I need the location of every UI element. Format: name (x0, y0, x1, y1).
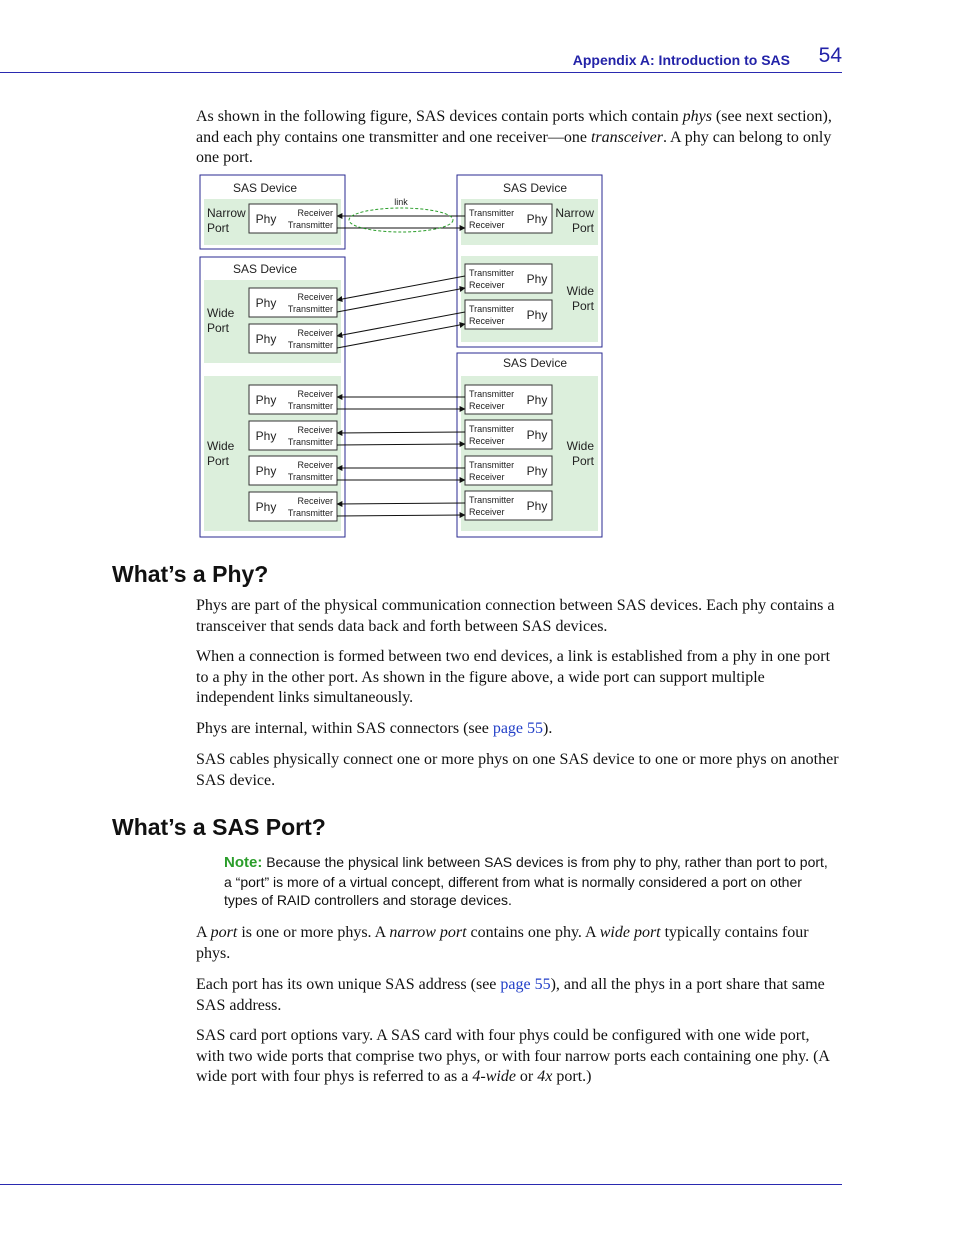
transmitter-label: Transmitter (287, 220, 333, 230)
phy-label: Phy (255, 332, 277, 346)
port-label: Port (207, 454, 230, 468)
transmitter-label: Transmitter (469, 495, 515, 505)
phy-label: Phy (526, 308, 548, 322)
transmitter-label: Transmitter (287, 340, 333, 350)
link-arrow (337, 503, 465, 504)
sas-device-label: SAS Device (232, 262, 298, 276)
receiver-label: Receiver (297, 460, 333, 470)
page-55-link-2[interactable]: page 55 (500, 976, 551, 993)
receiver-label: Receiver (469, 316, 505, 326)
receiver-label: Receiver (469, 280, 505, 290)
receiver-label: Receiver (297, 425, 333, 435)
port-label: Port (207, 221, 230, 235)
sas-device-label: SAS Device (232, 181, 298, 195)
port-paragraph-1: A port is one or more phys. A narrow port contains one phy. A wide port typically contains four phys. (196, 924, 809, 962)
heading-whats-a-phy: What’s a Phy? (112, 561, 269, 587)
port-type-label: Wide (566, 439, 594, 453)
phy-paragraph-4: SAS cables physically connect one or more phys on one SAS device to one or more phys on another SAS device. (196, 751, 839, 789)
transmitter-label: Transmitter (287, 472, 333, 482)
phy-label: Phy (255, 500, 277, 514)
port-paragraph-2: Each port has its own unique SAS address (see page 55), and all the phys in a port share that same SAS address. (196, 976, 825, 1014)
receiver-label: Receiver (297, 292, 333, 302)
page-number: 54 (818, 44, 842, 67)
transmitter-label: Transmitter (287, 508, 333, 518)
port-type-label: Wide (207, 306, 235, 320)
sas-device-label: SAS Device (502, 356, 568, 370)
phy-paragraph-3: Phys are internal, within SAS connectors (see page 55). (196, 720, 553, 737)
phy-label: Phy (526, 428, 548, 442)
link-arrow (337, 515, 465, 516)
phy-label: Phy (526, 464, 548, 478)
receiver-label: Receiver (297, 208, 333, 218)
port-type-label: Wide (207, 439, 235, 453)
sas-figure (198, 172, 608, 542)
transmitter-label: Transmitter (287, 401, 333, 411)
receiver-label: Receiver (469, 436, 505, 446)
phy-label: Phy (526, 272, 548, 286)
link-arrow (337, 432, 465, 433)
link-arrow (337, 276, 465, 300)
intro-paragraph: As shown in the following figure, SAS devices contain ports which contain phys (see next section), and each phy contains one transmitter and one receiver—one transceiver. A phy can belong to only one port. (196, 108, 832, 166)
footer-rule (0, 1184, 842, 1185)
port-type-label: Narrow (207, 206, 246, 220)
phy-label: Phy (255, 393, 277, 407)
transmitter-label: Transmitter (469, 268, 515, 278)
heading-whats-a-sas-port: What’s a SAS Port? (112, 814, 326, 840)
transmitter-label: Transmitter (287, 304, 333, 314)
receiver-label: Receiver (297, 496, 333, 506)
phy-paragraph-2: When a connection is formed between two end devices, a link is established from a phy in one port to a phy in the other port. As shown in the figure above, a wide port can support multiple independent links simultaneously. (196, 648, 831, 706)
port-type-label: Wide (566, 284, 594, 298)
receiver-label: Receiver (297, 389, 333, 399)
phy-label: Phy (255, 296, 277, 310)
port-type-label: Narrow (555, 206, 594, 220)
transmitter-label: Transmitter (287, 437, 333, 447)
link-label: link (394, 197, 408, 207)
phy-label: Phy (526, 212, 548, 226)
transmitter-label: Transmitter (469, 304, 515, 314)
receiver-label: Receiver (469, 401, 505, 411)
link-arrow (337, 288, 465, 312)
receiver-label: Receiver (297, 328, 333, 338)
port-label: Port (207, 321, 230, 335)
link-arrow (337, 444, 465, 445)
receiver-label: Receiver (469, 507, 505, 517)
note-label: Note: (224, 854, 263, 871)
phy-paragraph-1: Phys are part of the physical communication connection between SAS devices. Each phy contains a transceiver that sends data back and forth between SAS devices. (196, 597, 835, 635)
page-55-link[interactable]: page 55 (492, 720, 544, 737)
page-header (0, 40, 842, 73)
port-label: Port (571, 221, 594, 235)
link-arrow (337, 312, 465, 336)
receiver-label: Receiver (469, 472, 505, 482)
sas-device-label: SAS Device (502, 181, 568, 195)
transmitter-label: Transmitter (469, 460, 515, 470)
link-arrow (337, 324, 465, 348)
header-title: Appendix A: Introduction to SAS (572, 52, 790, 68)
port-label: Port (571, 299, 594, 313)
port-label: Port (571, 454, 594, 468)
receiver-label: Receiver (469, 220, 505, 230)
phy-label: Phy (526, 499, 548, 513)
transmitter-label: Transmitter (469, 389, 515, 399)
phy-label: Phy (526, 393, 548, 407)
transmitter-label: Transmitter (469, 208, 515, 218)
phy-label: Phy (255, 464, 277, 478)
note-box: Note: Because the physical link between SAS devices is from phy to phy, rather than port to port, a “port” is more of a virtual concept, different from what is normally considered a port on other types of RAID controllers and storage devices. (224, 854, 828, 908)
transmitter-label: Transmitter (469, 424, 515, 434)
phy-label: Phy (255, 429, 277, 443)
port-paragraph-3: SAS card port options vary. A SAS card with four phys could be configured with one wide port, with two wide ports that comprise two phys, or with four narrow ports each containing one phy. (A wide port with four phys is referred to as a 4-wide or 4x port.) (196, 1027, 830, 1085)
phy-label: Phy (255, 212, 277, 226)
